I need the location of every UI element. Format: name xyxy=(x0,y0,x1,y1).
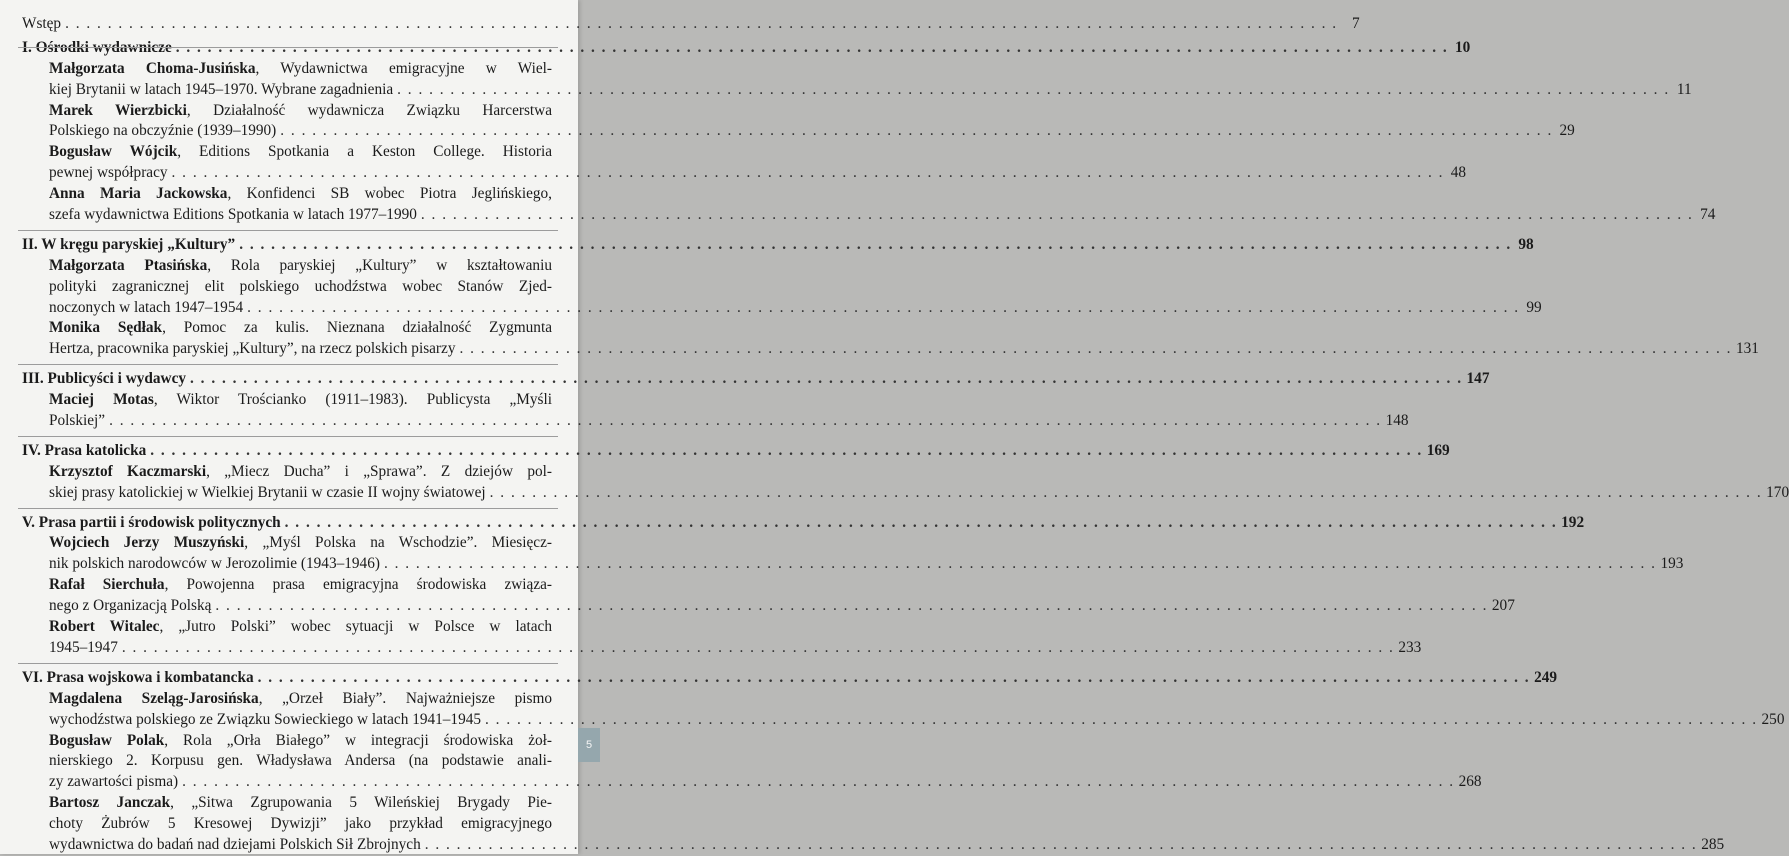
toc-entry-line xyxy=(22,596,1515,617)
entry-title: wydawnictwa do badań nad dziejami Polskich Sił Zbrojnych xyxy=(49,835,421,853)
page-ref: 98 xyxy=(1518,235,1534,253)
entry-text xyxy=(49,80,393,101)
separator-rule xyxy=(18,663,558,664)
dot-leader: . . . . . . . . . . . . . . . . . . . . . . . . . . . . . . . . . . . . . . . . . . . . . . . . . . . . . . . . . . . . . . . . . . . . . . . . . . . . . . . . . . . . . . . . . . . . . . . . . . . . . . . . . . . . . . . . . . . . . . . . xyxy=(485,710,1758,728)
toc-entry-line xyxy=(22,554,1684,575)
toc-entry-line xyxy=(22,835,1725,856)
entry-text xyxy=(49,391,552,408)
toc-section-s2 xyxy=(22,235,1759,360)
toc-entry-text xyxy=(22,731,552,752)
entry-title: wychodźstwa polskiego ze Związku Sowieckiego w latach 1941–1945 xyxy=(49,710,482,728)
entry-text xyxy=(49,732,552,749)
section-heading xyxy=(22,668,1558,689)
section-heading xyxy=(22,441,1450,462)
toc-entry-text xyxy=(22,751,552,772)
dot-leader: . . . . . . . . . . . . . . . . . . . . . . . . . . . . . . . . . . . . . . . . . . . . . . . . . . . . . . . . . . . . . . . . . . . . . . . . . . . . . . . . . . . . . . . . . . . . . . . . . . . . . . . . . . . . . . . . . . . . . . . . xyxy=(171,164,1445,182)
toc-entry-line xyxy=(22,163,1467,184)
page-ref: 131 xyxy=(1735,340,1759,358)
entry-title: , Pomoc za kulis. Nieznana działalność Zygmunta xyxy=(162,319,552,337)
toc-entry-text xyxy=(22,142,552,163)
entry-text xyxy=(49,752,552,769)
page-ref: 249 xyxy=(1534,668,1558,686)
toc-entry-line xyxy=(22,411,1409,432)
page-ref: 207 xyxy=(1491,597,1515,615)
author-name: Magdalena Szeląg-Jarosińska xyxy=(49,689,259,707)
toc-entry-text xyxy=(22,793,552,814)
toc-entry-text xyxy=(22,689,552,710)
section-heading xyxy=(22,38,1471,59)
dot-leader: . . . . . . . . . . . . . . . . . . . . . . . . . . . . . . . . . . . . . . . . . . . . . . . . . . . . . . . . . . . . . . . . . . . . . . . . . . . . . . . . . . . . . . . . . . . . . . . . . . . . . . . . . . . . . . . . . . . . . . . . xyxy=(247,298,1520,316)
toc-entry-text xyxy=(22,533,552,554)
entry-title: , „Miecz Ducha” i „Sprawa”. Z dziejów pol- xyxy=(206,462,552,480)
entry-title: VI. Prasa wojskowa i kombatancka xyxy=(22,668,254,686)
toc-entry-line xyxy=(22,80,1692,101)
entry-text xyxy=(49,411,105,432)
page-ref: 192 xyxy=(1561,513,1585,531)
toc-entry-line xyxy=(22,121,1575,142)
entry-title: , Rola „Orła Białego” w integracji środowiska żoł- xyxy=(164,731,552,749)
page-ref: 11 xyxy=(1676,80,1692,98)
entry-title: 1945–1947 xyxy=(49,638,118,656)
entry-title: polityki zagranicznej elit polskiego uchodźstwa wobec Stanów Zjed- xyxy=(49,277,552,295)
entry-title: III. Publicyści i wydawcy xyxy=(22,370,187,388)
entry-text xyxy=(49,319,552,336)
separator-rule xyxy=(18,364,558,365)
toc-section-s4 xyxy=(22,441,1789,504)
toc-entry-line xyxy=(22,339,1759,360)
entry-title: noczonych w latach 1947–1954 xyxy=(49,298,244,316)
entry-text xyxy=(49,339,455,360)
entry-title: , „Jutro Polski” wobec sytuacji w Polsce w latach xyxy=(159,618,552,636)
entry-text xyxy=(49,463,552,480)
author-name: Bartosz Janczak xyxy=(49,794,171,812)
entry-text xyxy=(49,576,552,593)
entry-text xyxy=(22,14,61,35)
toc-entry-text xyxy=(22,575,552,596)
toc-entry-line xyxy=(22,772,1482,793)
toc-entry-text xyxy=(22,184,552,205)
toc-section-s3 xyxy=(22,369,1490,432)
author-name: Wojciech Jerzy Muszyński xyxy=(49,534,245,552)
dot-leader: . . . . . . . . . . . . . . . . . . . . . . . . . . . . . . . . . . . . . . . . . . . . . . . . . . . . . . . . . . . . . . . . . . . . . . . . . . . . . . . . . . . . . . . . . . . . . . . . . . . . . . . . . . . . . . . . . . . . . . . . xyxy=(459,340,1732,358)
toc-section-wstep xyxy=(22,14,1360,35)
toc-entry-text xyxy=(22,277,552,298)
author-name: Małgorzata Ptasińska xyxy=(49,256,208,274)
page-ref: 99 xyxy=(1526,298,1542,316)
toc-entry-text xyxy=(22,59,552,80)
page-ref: 48 xyxy=(1450,164,1467,182)
separator-rule xyxy=(18,508,558,509)
dot-leader: . . . . . . . . . . . . . . . . . . . . . . . . . . . . . . . . . . . . . . . . . . . . . . . . . . . . . . . . . . . . . . . . . . . . . . . . . . . . . . . . . . . . . . . . . . . . . . . . . . . . . . . . . . . . . . . . . . . . . . . . xyxy=(280,122,1553,140)
table-of-contents xyxy=(22,14,1789,856)
toc-section-s1 xyxy=(22,38,1716,226)
toc-entry-text xyxy=(22,617,552,638)
entry-text xyxy=(49,163,168,184)
entry-title: IV. Prasa katolicka xyxy=(22,441,147,459)
toc-section-s5 xyxy=(22,513,1684,659)
toc-entry-line xyxy=(22,298,1542,319)
toc-entry-text xyxy=(22,814,552,835)
entry-text xyxy=(49,835,421,856)
entry-title: Wstęp xyxy=(22,15,62,32)
entry-title: Polskiego na obczyźnie (1939–1990) xyxy=(49,122,277,140)
page-ref: 148 xyxy=(1385,412,1409,430)
toc-section-s6 xyxy=(22,668,1785,856)
dot-leader: . . . . . . . . . . . . . . . . . . . . . . . . . . . . . . . . . . . . . . . . . . . . . . . . . . . . . . . . . . . . . . . . . . . . . . . . . . . . . . . . . . . . . . . . . . . . . . . . . . . . . . . . . . . . . . . . . . . . . . . . xyxy=(257,668,1531,686)
page-ref: 29 xyxy=(1559,122,1575,140)
author-name: Maciej Motas xyxy=(49,391,154,409)
entry-text xyxy=(49,815,552,832)
entry-text xyxy=(49,554,380,575)
dot-leader: . . . . . . . . . . . . . . . . . . . . . . . . . . . . . . . . . . . . . . . . . . . . . . . . . . . . . . . . . . . . . . . . . . . . . . . . . . . . . . . . . . . . . . . . . . . . . . . . . . . . . . . . . . . . . . . . . . . . . . . . xyxy=(284,513,1558,531)
page-ref: 285 xyxy=(1701,835,1725,853)
entry-text xyxy=(49,257,552,274)
entry-title: Polskiej” xyxy=(49,412,106,430)
toc-entry-line xyxy=(22,638,1422,659)
dot-leader: . . . . . . . . . . . . . . . . . . . . . . . . . . . . . . . . . . . . . . . . . . . . . . . . . . . . . . . . . . . . . . . . . . . . . . . . . . . . . . . . . . . . . . . . . . . . . . . . . . . . . . . . . . . . . . . . . . . . . . . . xyxy=(215,597,1488,615)
toc-entry-text xyxy=(22,256,552,277)
entry-title: , Wydawnictwa emigracyjne w Wiel- xyxy=(255,59,552,77)
page-ref: 170 xyxy=(1766,483,1789,501)
entry-title: I. Ośrodki wydawnicze xyxy=(22,38,172,56)
page-ref: 233 xyxy=(1398,638,1422,656)
page-ref: 10 xyxy=(1454,38,1471,56)
author-name: Krzysztof Kaczmarski xyxy=(49,462,207,480)
entry-text xyxy=(22,668,254,689)
dot-leader: . . . . . . . . . . . . . . . . . . . . . . . . . . . . . . . . . . . . . . . . . . . . . . . . . . . . . . . . . . . . . . . . . . . . . . . . . . . . . . . . . . . . . . . . . . . . . . . . . . . . . . . . . . . . . . . . . . . . . . . . xyxy=(65,15,1338,32)
entry-text xyxy=(49,143,552,160)
dot-leader: . . . . . . . . . . . . . . . . . . . . . . . . . . . . . . . . . . . . . . . . . . . . . . . . . . . . . . . . . . . . . . . . . . . . . . . . . . . . . . . . . . . . . . . . . . . . . . . . . . . . . . . . . . . . . . . . . . . . . . . . xyxy=(397,80,1670,98)
entry-title: , Editions Spotkania a Keston College. Historia xyxy=(177,143,552,161)
entry-text xyxy=(22,369,186,390)
entry-title: V. Prasa partii i środowisk politycznych xyxy=(22,513,281,531)
section-heading xyxy=(22,235,1534,256)
entry-title: , Konfidenci SB wobec Piotra Jeglińskiego, xyxy=(227,185,553,203)
page-ref: 193 xyxy=(1660,555,1684,573)
separator-rule xyxy=(18,436,558,437)
author-name: Marek Wierzbicki xyxy=(49,101,187,119)
author-name: Małgorzata Choma-Jusińska xyxy=(49,59,256,77)
dot-leader: . . . . . . . . . . . . . . . . . . . . . . . . . . . . . . . . . . . . . . . . . . . . . . . . . . . . . . . . . . . . . . . . . . . . . . . . . . . . . . . . . . . . . . . . . . . . . . . . . . . . . . . . . . . . . . . . . . . . . . . . xyxy=(239,235,1512,253)
entry-text xyxy=(49,483,486,504)
dot-leader: . . . . . . . . . . . . . . . . . . . . . . . . . . . . . . . . . . . . . . . . . . . . . . . . . . . . . . . . . . . . . . . . . . . . . . . . . . . . . . . . . . . . . . . . . . . . . . . . . . . . . . . . . . . . . . . . . . . . . . . . xyxy=(175,38,1449,56)
entry-title: skiej prasy katolickiej w Wielkiej Brytanii w czasie II wojny światowej xyxy=(49,483,486,501)
entry-title: , „Orzeł Biały”. Najważniejsze pismo xyxy=(258,689,552,707)
page-ref: 74 xyxy=(1700,206,1716,224)
dot-leader: . . . . . . . . . . . . . . . . . . . . . . . . . . . . . . . . . . . . . . . . . . . . . . . . . . . . . . . . . . . . . . . . . . . . . . . . . . . . . . . . . . . . . . . . . . . . . . . . . . . . . . . . . . . . . . . . . . . . . . . . xyxy=(121,638,1395,656)
entry-text xyxy=(49,772,178,793)
toc-entry-line xyxy=(22,14,1360,35)
entry-title: nik polskich narodowców w Jerozolimie (1943–1946) xyxy=(49,555,380,573)
page-number-tab xyxy=(578,728,600,762)
toc-entry-text xyxy=(22,390,552,411)
entry-text xyxy=(49,690,552,707)
entry-title: kiej Brytanii w latach 1945–1970. Wybrane zagadnienia xyxy=(49,80,394,98)
entry-text xyxy=(49,638,118,659)
entry-title: , Powojenna prasa emigracyjna środowiska związa- xyxy=(164,576,552,594)
dot-leader: . . . . . . . . . . . . . . . . . . . . . . . . . . . . . . . . . . . . . . . . . . . . . . . . . . . . . . . . . . . . . . . . . . . . . . . . . . . . . . . . . . . . . . . . . . . . . . . . . . . . . . . . . . . . . . . . . . . . . . . . xyxy=(182,773,1455,791)
author-name: Bogusław Wójcik xyxy=(49,143,178,161)
toc-entry-line xyxy=(22,483,1789,504)
entry-title: zy zawartości pisma) xyxy=(49,773,179,791)
author-name: Rafał Sierchuła xyxy=(49,576,165,594)
entry-title: , Wiktor Trościanko (1911–1983). Publicysta „Myśli xyxy=(153,391,552,409)
entry-title: Hertza, pracownika paryskiej „Kultury”, na rzecz polskich pisarzy xyxy=(49,340,456,358)
entry-text xyxy=(49,185,552,202)
toc-entry-text xyxy=(22,462,552,483)
entry-title: nego z Organizacją Polską xyxy=(49,597,212,615)
entry-text xyxy=(22,513,281,534)
entry-title: szefa wydawnictwa Editions Spotkania w latach 1977–1990 xyxy=(49,206,417,224)
entry-text xyxy=(49,121,276,142)
dot-leader: . . . . . . . . . . . . . . . . . . . . . . . . . . . . . . . . . . . . . . . . . . . . . . . . . . . . . . . . . . . . . . . . . . . . . . . . . . . . . . . . . . . . . . . . . . . . . . . . . . . . . . . . . . . . . . . . . . . . . . . . xyxy=(109,412,1382,430)
entry-title: , Rola paryskiej „Kultury” w kształtowaniu xyxy=(207,256,552,274)
dot-leader: . . . . . . . . . . . . . . . . . . . . . . . . . . . . . . . . . . . . . . . . . . . . . . . . . . . . . . . . . . . . . . . . . . . . . . . . . . . . . . . . . . . . . . . . . . . . . . . . . . . . . . . . . . . . . . . . . . . . . . . . xyxy=(383,555,1657,573)
entry-title: , „Sitwa Zgrupowania 5 Wileńskiej Brygady Pie- xyxy=(170,794,552,812)
entry-text xyxy=(49,60,552,77)
entry-text xyxy=(22,38,172,59)
dot-leader: . . . . . . . . . . . . . . . . . . . . . . . . . . . . . . . . . . . . . . . . . . . . . . . . . . . . . . . . . . . . . . . . . . . . . . . . . . . . . . . . . . . . . . . . . . . . . . . . . . . . . . . . . . . . . . . . . . . . . . . . xyxy=(489,483,1763,501)
entry-title: nierskiego 2. Korpusu gen. Władysława Andersa (na podstawie anali- xyxy=(49,752,552,770)
page-number: 5 xyxy=(585,739,593,751)
entry-text xyxy=(49,618,552,635)
entry-text xyxy=(49,278,552,295)
entry-text xyxy=(49,596,211,617)
entry-title: II. W kręgu paryskiej „Kultury” xyxy=(22,235,236,253)
toc-entry-line xyxy=(22,205,1716,226)
page-ref: 268 xyxy=(1458,773,1482,791)
separator-rule xyxy=(18,230,558,231)
page-ref: 169 xyxy=(1426,441,1450,459)
dot-leader: . . . . . . . . . . . . . . . . . . . . . . . . . . . . . . . . . . . . . . . . . . . . . . . . . . . . . . . . . . . . . . . . . . . . . . . . . . . . . . . . . . . . . . . . . . . . . . . . . . . . . . . . . . . . . . . . . . . . . . . . xyxy=(420,206,1694,224)
toc-entry-text xyxy=(22,101,552,122)
toc-entry-text xyxy=(22,318,552,339)
page-ref: 250 xyxy=(1761,710,1785,728)
entry-text xyxy=(22,441,146,462)
author-name: Bogusław Polak xyxy=(49,731,165,749)
section-heading xyxy=(22,513,1585,534)
entry-text xyxy=(49,102,552,119)
entry-title: pewnej współpracy xyxy=(49,164,168,182)
entry-text xyxy=(49,794,552,811)
author-name: Robert Witalec xyxy=(49,618,160,636)
author-name: Monika Sędłak xyxy=(49,319,163,337)
entry-text xyxy=(49,205,417,226)
entry-title: , „Myśl Polska na Wschodzie”. Miesięcz- xyxy=(244,534,552,552)
author-name: Anna Maria Jackowska xyxy=(49,185,228,203)
dot-leader: . . . . . . . . . . . . . . . . . . . . . . . . . . . . . . . . . . . . . . . . . . . . . . . . . . . . . . . . . . . . . . . . . . . . . . . . . . . . . . . . . . . . . . . . . . . . . . . . . . . . . . . . . . . . . . . . . . . . . . . . xyxy=(424,835,1698,853)
entry-text xyxy=(22,235,235,256)
separator-rule xyxy=(18,47,558,48)
entry-text xyxy=(49,534,552,551)
page-ref: 7 xyxy=(1351,15,1360,32)
section-heading xyxy=(22,369,1490,390)
entry-title: , Działalność wydawnicza Związku Harcerstwa xyxy=(186,101,552,119)
toc-entry-line xyxy=(22,710,1785,731)
dot-leader: . . . . . . . . . . . . . . . . . . . . . . . . . . . . . . . . . . . . . . . . . . . . . . . . . . . . . . . . . . . . . . . . . . . . . . . . . . . . . . . . . . . . . . . . . . . . . . . . . . . . . . . . . . . . . . . . . . . . . . . . xyxy=(150,441,1423,459)
entry-text xyxy=(49,710,481,731)
entry-text xyxy=(49,298,243,319)
page-ref: 147 xyxy=(1466,370,1490,388)
dot-leader: . . . . . . . . . . . . . . . . . . . . . . . . . . . . . . . . . . . . . . . . . . . . . . . . . . . . . . . . . . . . . . . . . . . . . . . . . . . . . . . . . . . . . . . . . . . . . . . . . . . . . . . . . . . . . . . . . . . . . . . . xyxy=(190,370,1463,388)
entry-title: choty Żubrów 5 Kresowej Dywizji” jako przykład emigracyjnego xyxy=(49,815,552,833)
